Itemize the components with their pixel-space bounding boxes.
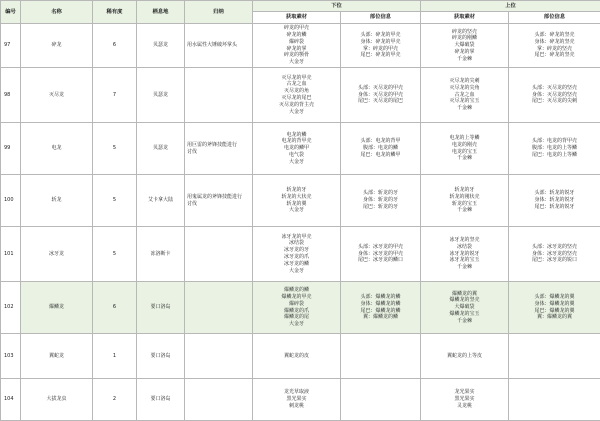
cell-upper-materials-line: 斩龙的牙: [421, 187, 508, 194]
cell-lower-materials-line: 碎龙的颚骨: [253, 52, 340, 59]
cell-lower-parts: [341, 282, 421, 334]
cell-lower-materials-line: 电气袋: [253, 152, 340, 159]
cell-lower-materials-line: 爆鳞龙的甲壳: [253, 294, 340, 301]
cell-upper-parts-line: 头部：灭尽龙的坚壳: [509, 85, 600, 92]
cell-upper-parts-line: 头部：电龙的背甲壳: [509, 138, 600, 145]
cell-upper-materials-line: 爆鳞龙的宝玉: [421, 311, 508, 318]
cell-upper-materials-line: 冰牙龙的宝玉: [421, 257, 508, 264]
cell-upper-materials-line: 冰结袋: [421, 244, 508, 251]
cell-upper-materials: [421, 282, 509, 334]
cell-summary-line: 用鬼属龙的斧锋技能进行: [187, 194, 252, 201]
cell-habitat: 艾卡拿大陆: [137, 175, 185, 227]
cell-lower-parts: [341, 334, 421, 379]
cell-lower-materials-line: 大金牙: [253, 159, 340, 166]
cell-lower-parts: [341, 227, 421, 282]
cell-lower-materials: [253, 379, 341, 421]
cell-lower-materials-line: 大金牙: [253, 268, 340, 275]
header-id: 编号: [1, 1, 21, 24]
cell-id: 98: [1, 68, 21, 123]
cell-lower-parts-line: 掌：碎龙的甲壳: [341, 46, 420, 53]
cell-lower-materials-line: 电龙的鳞甲: [253, 145, 340, 152]
cell-lower-materials-line: 碎龙的鳞: [253, 32, 340, 39]
cell-rarity: 1: [93, 334, 137, 379]
cell-upper-materials: [421, 227, 509, 282]
cell-rarity: 5: [93, 123, 137, 175]
cell-lower-parts-line: 腹部：电龙的鳞: [341, 145, 420, 152]
cell-name: 电龙: [21, 123, 93, 175]
cell-upper-materials-line: 古龙之血: [421, 92, 508, 99]
cell-upper-materials-line: 爆鳞龙的翼: [421, 291, 508, 298]
cell-lower-materials-line: 龙光草取液: [253, 389, 340, 396]
cell-upper-parts-line: 身体：爆鳞龙的翼: [509, 301, 600, 308]
cell-name: 灭尽龙: [21, 68, 93, 123]
cell-upper-materials-line: 灭尽龙的宝玉: [421, 98, 508, 105]
cell-lower-parts-line: 头部：灭尽龙的甲壳: [341, 85, 420, 92]
cell-lower-parts: [341, 175, 421, 227]
cell-upper-parts: [509, 282, 600, 334]
cell-upper-parts-line: 翼：爆鳞龙的翼: [509, 314, 600, 321]
cell-upper-parts: [509, 123, 600, 175]
header-lower-materials: 获取素材: [253, 12, 341, 24]
cell-lower-materials-line: 电龙的背甲壳: [253, 138, 340, 145]
cell-id: 97: [1, 24, 21, 68]
cell-lower-parts-line: 尾巴：冰牙龙的鳞口: [341, 257, 420, 264]
cell-lower-parts-line: 身体：爆鳞龙的鳞: [341, 301, 420, 308]
cell-upper-materials-line: 碎龙的掌: [421, 49, 508, 56]
cell-lower-parts-line: 尾巴：灭尽龙的尾巴: [341, 98, 420, 105]
cell-rarity: 5: [93, 175, 137, 227]
cell-lower-parts-line: 头部：冰牙龙的甲壳: [341, 244, 420, 251]
cell-upper-parts-line: 头部：爆鳞龙的翼: [509, 294, 600, 301]
cell-lower-materials-line: 冰结袋: [253, 240, 340, 247]
cell-lower-materials: [253, 68, 341, 123]
cell-name: 爆鳞龙: [21, 282, 93, 334]
cell-lower-materials-line: 灭尽龙的背主壳: [253, 102, 340, 109]
cell-lower-materials-line: 冰牙龙的甲壳: [253, 234, 340, 241]
cell-lower-parts-line: 头部：电龙的背甲: [341, 138, 420, 145]
cell-habitat: 贝瑟龙: [137, 24, 185, 68]
cell-upper-materials-line: 电龙的上等鳞: [421, 135, 508, 142]
table-row: [1, 379, 600, 421]
cell-lower-materials-line: 冰牙龙的牙: [253, 247, 340, 254]
cell-rarity: 2: [93, 379, 137, 421]
cell-upper-materials-line: 斩龙的宝玉: [421, 201, 508, 208]
cell-upper-materials-line: 碎龙的坚壳: [421, 29, 508, 36]
cell-lower-materials-line: 爆鳞龙的爪: [253, 308, 340, 315]
cell-upper-parts: [509, 379, 600, 421]
cell-summary: [185, 379, 253, 421]
table-row: [1, 334, 600, 379]
cell-name: 大拔龙虫: [21, 379, 93, 421]
table-row: [1, 175, 600, 227]
table-row: [1, 123, 600, 175]
cell-lower-materials-line: 爆鳞龙的鳞: [253, 287, 340, 294]
cell-upper-materials-line: 灵龙桃: [421, 403, 508, 410]
cell-lower-materials-line: 斩龙的大状壳: [253, 194, 340, 201]
cell-upper-materials-line: 千金棘: [421, 56, 508, 63]
cell-upper-materials: [421, 175, 509, 227]
header-upper-rank: 上位: [421, 1, 600, 12]
cell-lower-parts-line: 尾巴：碎龙的甲壳: [341, 52, 420, 59]
cell-lower-materials-line: 斩龙的翼: [253, 201, 340, 208]
cell-summary: [185, 123, 253, 175]
cell-upper-parts: [509, 334, 600, 379]
cell-upper-materials: [421, 123, 509, 175]
cell-lower-materials-line: 大金牙: [253, 59, 340, 66]
cell-lower-materials-line: 碎龙的甲壳: [253, 25, 340, 32]
cell-upper-materials-line: 大爆破袋: [421, 42, 508, 49]
cell-upper-materials-line: 千金棘: [421, 264, 508, 271]
cell-summary-line: 用巨雷的斧锋技能进行: [187, 142, 252, 149]
cell-lower-materials-line: 冰牙龙的鳞: [253, 261, 340, 268]
cell-upper-materials-line: 千金棘: [421, 105, 508, 112]
cell-lower-parts: [341, 123, 421, 175]
cell-upper-materials-line: 电龙的宝玉: [421, 149, 508, 156]
table-row: [1, 282, 600, 334]
cell-name: 翼蛇龙: [21, 334, 93, 379]
header-lower-parts: 部位信息: [341, 12, 421, 24]
cell-name: 碎龙: [21, 24, 93, 68]
cell-lower-materials: [253, 334, 341, 379]
cell-summary: [185, 282, 253, 334]
cell-upper-parts: [509, 68, 600, 123]
cell-rarity: 6: [93, 24, 137, 68]
cell-id: 99: [1, 123, 21, 175]
cell-id: 101: [1, 227, 21, 282]
cell-upper-parts-line: 头部：斩龙的锐牙: [509, 190, 600, 197]
cell-upper-materials-line: 黑光果实: [421, 396, 508, 403]
cell-upper-parts-line: 腹部：电龙的上等鳞: [509, 145, 600, 152]
cell-lower-materials-line: 电龙的鳞: [253, 132, 340, 139]
cell-summary: [185, 334, 253, 379]
table-row: [1, 227, 600, 282]
cell-lower-materials: [253, 123, 341, 175]
cell-lower-materials: [253, 282, 341, 334]
table-row: [1, 68, 600, 123]
cell-summary: [185, 24, 253, 68]
cell-upper-parts: [509, 24, 600, 68]
cell-upper-parts-line: 尾巴：斩龙的锐牙: [509, 204, 600, 211]
cell-upper-parts-line: 头部：碎龙的坚壳: [509, 32, 600, 39]
cell-upper-parts-line: 尾巴：灭尽龙的尖刺: [509, 98, 600, 105]
cell-id: 100: [1, 175, 21, 227]
cell-habitat: 冻洛断卡: [137, 227, 185, 282]
cell-lower-materials-line: 爆鳞龙的尾: [253, 314, 340, 321]
cell-summary-line: 讨伐: [187, 201, 252, 208]
cell-upper-materials-line: 电龙的刚壳: [421, 142, 508, 149]
cell-lower-materials-line: 翼蛇龙的皮: [253, 353, 340, 360]
header-upper-parts: 部位信息: [509, 12, 600, 24]
cell-lower-parts-line: 身体：灭尽龙的甲壳: [341, 92, 420, 99]
cell-habitat: 要口洛岛: [137, 282, 185, 334]
cell-upper-materials-line: 翼蛇龙的上等皮: [421, 353, 508, 360]
cell-upper-materials: [421, 68, 509, 123]
header-habitat: 栖息地: [137, 1, 185, 24]
cell-upper-parts-line: 掌：碎龙的坚壳: [509, 46, 600, 53]
cell-upper-parts-line: 头部：冰牙龙的坚壳: [509, 244, 600, 251]
cell-lower-materials-line: 大金牙: [253, 321, 340, 328]
cell-upper-materials-line: 千金棘: [421, 318, 508, 325]
cell-upper-parts-line: 尾巴：碎龙的坚壳: [509, 52, 600, 59]
cell-lower-parts-line: 头部：碎龙的甲壳: [341, 32, 420, 39]
cell-summary: [185, 68, 253, 123]
cell-upper-materials: [421, 334, 509, 379]
header-summary: 归纳: [185, 1, 253, 24]
cell-habitat: 要口洛岛: [137, 379, 185, 421]
cell-lower-parts-line: 身体：斩龙的牙: [341, 197, 420, 204]
cell-lower-parts-line: 尾巴：电龙的鳞甲: [341, 152, 420, 159]
cell-habitat: 贝瑟龙: [137, 123, 185, 175]
cell-lower-materials: [253, 24, 341, 68]
cell-upper-materials-line: 千金棘: [421, 207, 508, 214]
cell-id: 103: [1, 334, 21, 379]
cell-lower-materials-line: 黑光果实: [253, 396, 340, 403]
cell-lower-materials-line: 刺龙桃: [253, 403, 340, 410]
cell-lower-materials-line: 大金牙: [253, 109, 340, 116]
cell-upper-materials-line: 碎龙的刚鳞: [421, 35, 508, 42]
cell-name: 斩龙: [21, 175, 93, 227]
cell-summary-line: 用水属性大锤破坏掌头: [187, 42, 252, 49]
cell-lower-parts-line: 头部：斩龙的牙: [341, 190, 420, 197]
cell-lower-materials-line: 灭尽龙的尾巴: [253, 95, 340, 102]
cell-upper-parts-line: 身体：冰牙龙的坚壳: [509, 251, 600, 258]
cell-lower-parts-line: 尾巴：斩龙的牙: [341, 204, 420, 211]
table-body: [1, 24, 600, 421]
cell-rarity: 6: [93, 282, 137, 334]
cell-summary-line: 讨伐: [187, 149, 252, 156]
cell-lower-materials-line: 碎龙的掌: [253, 46, 340, 53]
cell-upper-materials-line: 龙光果实: [421, 389, 508, 396]
cell-habitat: 贝瑟龙: [137, 68, 185, 123]
cell-summary: [185, 175, 253, 227]
cell-upper-parts-line: 尾巴：冰牙龙的锐口: [509, 257, 600, 264]
cell-lower-parts-line: 身体：碎龙的甲壳: [341, 39, 420, 46]
cell-upper-parts: [509, 175, 600, 227]
cell-upper-parts-line: 尾巴：电龙的上等鳞: [509, 152, 600, 159]
header-lower-rank: 下位: [253, 1, 421, 12]
cell-lower-materials-line: 大金牙: [253, 207, 340, 214]
cell-upper-parts-line: 身体：灭尽龙的坚壳: [509, 92, 600, 99]
cell-rarity: 5: [93, 227, 137, 282]
cell-lower-parts-line: 翼：爆鳞龙的鳞: [341, 314, 420, 321]
cell-lower-materials-line: 斩龙的牙: [253, 187, 340, 194]
cell-lower-parts: [341, 379, 421, 421]
cell-name: 冰牙龙: [21, 227, 93, 282]
cell-upper-parts: [509, 227, 600, 282]
cell-upper-parts-line: 身体：碎龙的坚壳: [509, 39, 600, 46]
cell-upper-materials-line: 大爆破袋: [421, 304, 508, 311]
header-rarity: 稀有度: [93, 1, 137, 24]
table-row: [1, 24, 600, 68]
cell-upper-materials-line: 冰牙龙的坚壳: [421, 237, 508, 244]
cell-lower-parts-line: 头部：爆鳞龙的鳞: [341, 294, 420, 301]
cell-lower-parts: [341, 24, 421, 68]
cell-upper-materials-line: 斩龙的刚状壳: [421, 194, 508, 201]
cell-upper-materials-line: 千金棘: [421, 155, 508, 162]
cell-lower-materials-line: 灭尽龙的甲壳: [253, 75, 340, 82]
header-name: 名称: [21, 1, 93, 24]
cell-lower-materials-line: 古龙之血: [253, 81, 340, 88]
cell-lower-materials-line: 爆碎袋: [253, 301, 340, 308]
cell-lower-parts-line: 身体：冰牙龙的甲壳: [341, 251, 420, 258]
cell-summary: [185, 227, 253, 282]
cell-upper-materials: [421, 24, 509, 68]
cell-lower-materials-line: 灭尽龙的角: [253, 88, 340, 95]
cell-lower-materials: [253, 175, 341, 227]
cell-upper-materials: [421, 379, 509, 421]
cell-rarity: 7: [93, 68, 137, 123]
cell-upper-parts-line: 尾巴：爆鳞龙的翼: [509, 308, 600, 315]
cell-id: 102: [1, 282, 21, 334]
cell-upper-materials-line: 冰牙龙的锐牙: [421, 251, 508, 258]
cell-lower-materials-line: 冰牙龙的爪: [253, 254, 340, 261]
cell-lower-parts: [341, 68, 421, 123]
cell-lower-materials: [253, 227, 341, 282]
header-upper-materials: 获取素材: [421, 12, 509, 24]
cell-upper-parts-line: 身体：斩龙的锐牙: [509, 197, 600, 204]
cell-upper-materials-line: 灭尽龙的尖刺: [421, 78, 508, 85]
cell-habitat: 要口洛岛: [137, 334, 185, 379]
cell-upper-materials-line: 爆鳞龙的坚壳: [421, 297, 508, 304]
cell-id: 104: [1, 379, 21, 421]
cell-lower-materials-line: 爆碎袋: [253, 39, 340, 46]
cell-upper-materials-line: 灭尽龙的尖角: [421, 85, 508, 92]
cell-lower-parts-line: 尾巴：爆鳞龙的鳞: [341, 308, 420, 315]
